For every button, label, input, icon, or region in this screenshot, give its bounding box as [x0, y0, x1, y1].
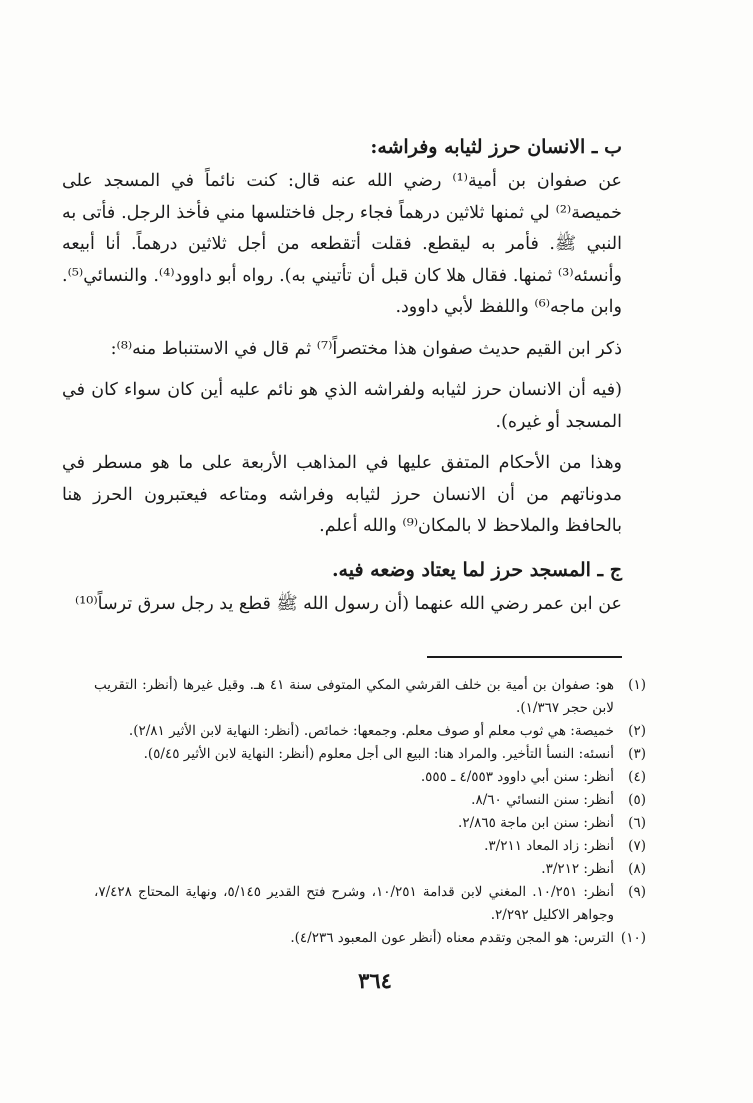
section-heading-b: ب ـ الانسان حرز لثيابه وفراشه:: [370, 136, 622, 158]
footnote-item: [94, 927, 646, 950]
footnote-text: أنظر: سنن النسائي ٨/٦٠.: [471, 792, 614, 808]
footnote-number: (٣): [628, 746, 646, 762]
footnote-number: (١٠): [620, 930, 646, 946]
paragraph-ibn-umar-hadith: عن ابن عمر رضي الله عنهما (أن رسول الله ﷺ قطع يد رجل سرق ترساً⁽¹⁰⁾: [74, 593, 622, 614]
main-text: [62, 132, 622, 620]
footnote-item: [94, 766, 646, 789]
footnote-separator: [427, 656, 622, 658]
footnote-text: الترس: هو المجن وتقدم معناه (أنظر عون المعبود ٤/٢٣٦).: [290, 930, 614, 946]
paragraph-madhahib: وهذا من الأحكام المتفق عليها في المذاهب الأربعة على ما هو مسطر في مدوناتهم من أن الانسان حرز لثيابه وفراشه ومتاعه فيعتبرون الحرز هنا بالحافظ والملاحظ لا بالمكان⁽⁹⁾ والله أعلم.: [62, 453, 622, 536]
paragraph-quote: (فيه أن الانسان حرز لثيابه ولفراشه الذي هو نائم عليه أين كان سواء كان في المسجد أو غيره).: [62, 380, 622, 432]
footnote-text: أنظر: سنن أبي داوود ٤/٥٥٣ ـ ٥٥٥.: [420, 769, 614, 785]
footnote-text: أنظر: سنن ابن ماجة ٢/٨٦٥.: [458, 815, 614, 831]
page-number: ٣٦٤: [358, 968, 392, 993]
footnote-number: (٦): [628, 815, 646, 831]
footnote-item: [94, 881, 646, 927]
footnote-item: [94, 812, 646, 835]
footnote-text: أنظر: ٣/٢١٢.: [541, 861, 614, 877]
footnote-text: خميصة: هي ثوب معلم أو صوف معلم. وجمعها: خمائص. (أنظر: النهاية لابن الأثير ٢/٨١).: [128, 723, 614, 739]
paragraph-safwan-hadith: عن صفوان بن أمية⁽¹⁾ رضي الله عنه قال: كنت نائماً في المسجد على خميصة⁽²⁾ لي ثمنها ثلاثين درهماً فجاء رجل فاختلسها مني فأخذ الرجل. فأتى به النبي ﷺ. فأمر به ليقطع. فقلت أتقطعه من أجل ثلاثين درهماً. أنا أبيعه وأنسئه⁽³⁾ ثمنها. فقال هلا كان قبل أن تأتيني به). رواه أبو داوود⁽⁴⁾. والنسائي⁽⁵⁾. وابن ماجه⁽⁶⁾ واللفظ لأبي داوود.: [62, 171, 622, 317]
footnote-number: (١): [628, 677, 646, 693]
section-heading-j: ج ـ المسجد حرز لما يعتاد وضعه فيه.: [331, 558, 622, 581]
footnote-number: (٥): [628, 792, 646, 808]
footnote-text: هو: صفوان بن أمية بن خلف القرشي المكي المتوفى سنة ٤١ هـ. وقيل غيرها (أنظر: التقريب لابن حجر ١/٣٦٧).: [94, 677, 615, 716]
footnote-text: أنظر: ١٠/٢٥١. المغني لابن قدامة ١٠/٢٥١، وشرح فتح القدير ٥/١٤٥، ونهاية المحتاج ٧/٤٢٨، وجواهر الاكليل ٢/٢٩٢.: [94, 884, 614, 923]
footnotes-list: [94, 674, 646, 950]
footnote-number: (٩): [628, 884, 646, 900]
footnote-number: (٢): [628, 723, 646, 739]
footnote-item: [94, 674, 646, 720]
paragraph-ibn-qayyim: ذكر ابن القيم حديث صفوان هذا مختصراً⁽⁷⁾ ثم قال في الاستنباط منه⁽⁸⁾:: [110, 338, 622, 359]
footnote-number: (٧): [628, 838, 646, 854]
footnote-item: [94, 835, 646, 858]
footnote-item: [94, 720, 646, 743]
footnote-item: [94, 789, 646, 812]
footnote-item: [94, 743, 646, 766]
footnote-number: (٤): [628, 769, 646, 785]
footnote-item: [94, 858, 646, 881]
footnote-text: أنسئه: النسأ التأخير. والمراد هنا: البيع الى أجل معلوم (أنظر: النهاية لابن الأثير ٥/٤٥).: [143, 746, 614, 762]
footnote-text: أنظر: زاد المعاد ٣/٢١١.: [484, 838, 614, 854]
footnote-number: (٨): [628, 861, 646, 877]
